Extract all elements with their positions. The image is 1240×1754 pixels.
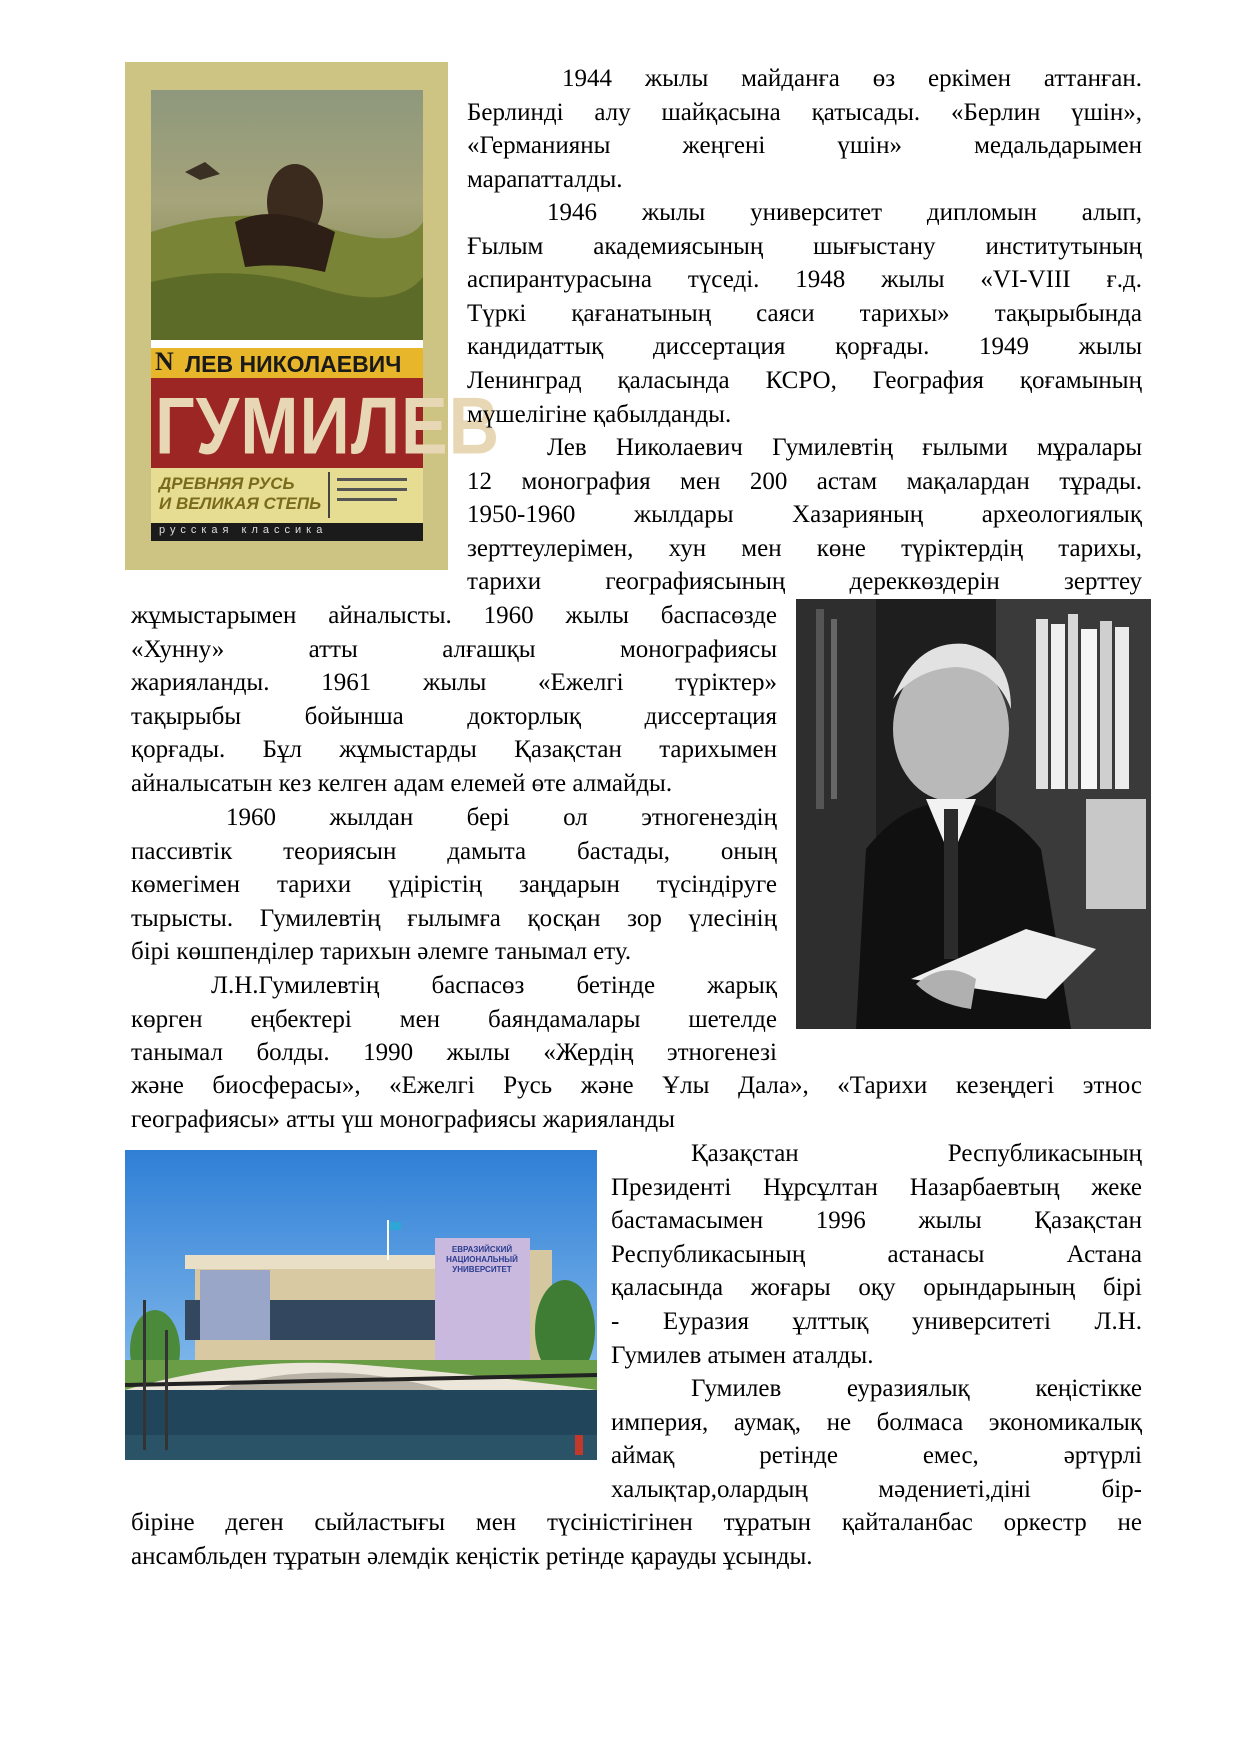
text-line: «Хунну» атты алғашқы монографиясы xyxy=(131,635,777,663)
text-line: Республикасының астанасы Астана xyxy=(611,1240,1142,1268)
text-line: 1950-1960 жылдары Хазарияның археологиялық xyxy=(467,501,1142,529)
text-line: тақырыбы бойынша докторлық диссертация xyxy=(131,702,777,730)
text-line: аспирантурасына түседі. 1948 жылы «VI-VIII ғ.д. xyxy=(467,266,1142,294)
paragraph-eurasian-space-narrow xyxy=(611,1372,1142,1506)
text-line: Түркі қағанатының саяси тарихы» тақырыбында xyxy=(467,299,1142,327)
text-line: жұмыстарымен айналысты. 1960 жылы баспасөзде xyxy=(131,602,777,629)
text-line: империя, аумақ, не болмаса экономикалық xyxy=(611,1408,1142,1436)
text-line: «Германияны жеңгені үшін» медальдарымен xyxy=(467,132,1142,160)
text-line: жарияланды. 1961 жылы «Ежелгі түріктер» xyxy=(131,669,777,697)
book-title-line-1: ДРЕВНЯЯ РУСЬ xyxy=(159,474,295,493)
paragraph-1960-theory xyxy=(131,801,777,969)
text-line: Ленинград қаласында КСРО, География қоғамының xyxy=(467,366,1142,394)
publisher-logo: N xyxy=(155,347,174,376)
text-line: халықтар,олардың мәдениеті,діні бір- xyxy=(611,1475,1142,1503)
text-line: қорғады. Бұл жұмыстарды Қазақстан тарихымен xyxy=(131,736,777,764)
text-line: Берлинді алу шайқасына қатысады. «Берлин үшін», xyxy=(467,98,1142,126)
paragraph-eurasian-space-wide xyxy=(131,1506,1142,1573)
text-line: мүшелігіне қабылданды. xyxy=(467,400,732,428)
portrait-photo xyxy=(796,599,1151,1029)
portrait-illustration xyxy=(796,599,1151,1029)
book-author-last-name: ГУМИЛЕВ xyxy=(155,381,501,471)
paragraph-legacy-top xyxy=(467,431,1142,599)
text-line: Гумилев атымен аталды. xyxy=(611,1341,874,1369)
text-line: көмегімен тарихи үдірістің заңдарын түсіндіруге xyxy=(131,871,777,899)
text-line: танымал болды. 1990 жылы «Жердің этногенезі xyxy=(131,1039,777,1067)
text-line: тырысты. Гумилевтің ғылымға қосқан зор үлесінің xyxy=(131,904,777,932)
text-line: марапатталды. xyxy=(467,165,623,193)
text-line: Л.Н.Гумилевтің баспасөз бетінде жарық xyxy=(211,972,777,999)
paragraph-works-wide xyxy=(131,1069,1142,1136)
text-line: және биосферасы», «Ежелгі Русь және Ұлы Дала», «Тарихи кезеңдегі этнос xyxy=(131,1072,1142,1099)
paragraph-1946 xyxy=(467,196,1142,431)
text-line: ансамбльден тұратын әлемдік кеңістік ретінде қарауды ұсынды. xyxy=(131,1542,813,1570)
university-sign-text: ЕВРАЗИЙСКИЙ НАЦИОНАЛЬНЫЙ УНИВЕРСИТЕТ xyxy=(446,1245,518,1274)
book-cover-image xyxy=(125,62,501,570)
text-line: Лев Николаевич Гумилевтің ғылыми мұралары xyxy=(547,434,1142,461)
text-line: аймақ ретінде емес, әртүрлі xyxy=(611,1442,1142,1470)
text-line: біріне деген сыйластығы мен түсіністігінен тұратын қайталанбас оркестр не xyxy=(131,1509,1142,1536)
text-line: Гумилев еуразиялық кеңістікке xyxy=(691,1375,1142,1402)
text-line: Қазақстан Республикасының xyxy=(691,1140,1142,1167)
text-line: бастамасымен 1996 жылы Қазақстан xyxy=(611,1207,1142,1235)
text-line: пассивтік теориясын дамыта бастады, оның xyxy=(131,837,777,865)
text-line: - Еуразия ұлттық университеті Л.Н. xyxy=(611,1307,1142,1335)
text-line: зерттеулерімен, хун мен көне түріктердің тарихы, xyxy=(467,534,1142,562)
book-series: русская классика xyxy=(159,524,328,536)
text-line: 1960 жылдан бері ол этногенездің xyxy=(226,804,777,831)
text-line: 12 монография мен 200 астам мақалардан тұрады. xyxy=(467,467,1142,495)
book-title-line-2: И ВЕЛИКАЯ СТЕПЬ xyxy=(159,494,322,513)
text-line: Ғылым академиясының шығыстану институтының xyxy=(467,232,1142,260)
text-line: 1944 жылы майданға өз еркімен аттанған. xyxy=(562,65,1142,92)
text-line: географиясы» атты үш монографиясы жарияланды xyxy=(131,1105,675,1133)
paragraph-legacy-bottom xyxy=(131,599,777,801)
university-illustration xyxy=(125,1150,597,1460)
paragraph-works-narrow xyxy=(131,969,777,1070)
text-line: кандидаттық диссертация қорғады. 1949 жылы xyxy=(467,333,1142,361)
paragraph-1944 xyxy=(467,62,1142,196)
text-line: бірі көшпенділер тарихын әлемге танымал ету. xyxy=(131,938,632,966)
text-line: 1946 жылы университет дипломын алып, xyxy=(547,199,1142,226)
text-line: қаласында жоғары оқу орындарының бірі xyxy=(611,1274,1142,1302)
text-line: айналысатын кез келген адам елемей өте алмайды. xyxy=(131,769,673,797)
text-line: көрген еңбектері мен баяндамалары шетелде xyxy=(131,1005,777,1033)
text-line: тарихи географиясының дереккөздерін зерттеу xyxy=(467,568,1142,596)
book-author-first-name: ЛЕВ НИКОЛАЕВИЧ xyxy=(185,351,402,377)
university-building-photo xyxy=(125,1150,597,1460)
paragraph-university-naming xyxy=(611,1137,1142,1372)
text-line: Президенті Нұрсұлтан Назарбаевтың жеке xyxy=(611,1173,1142,1201)
